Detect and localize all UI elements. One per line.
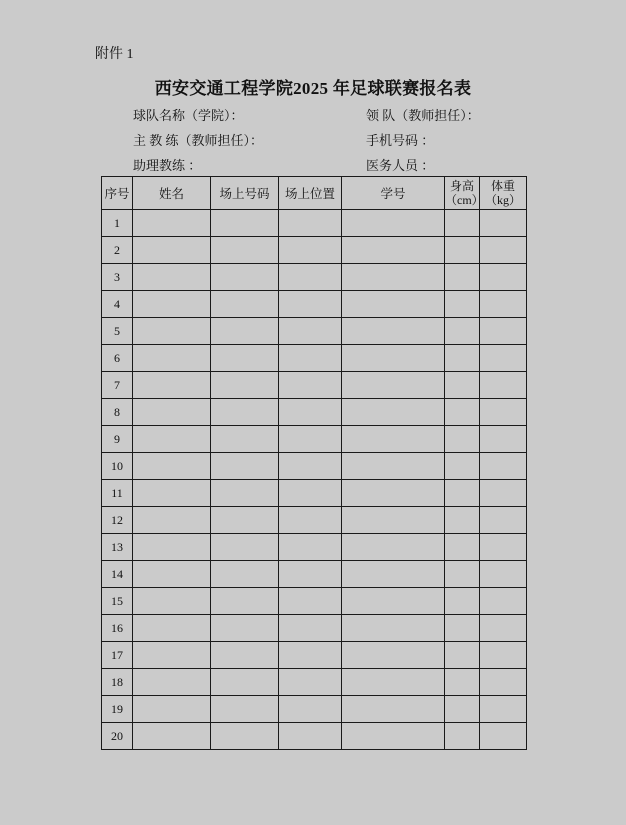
student-id-cell [342, 372, 445, 399]
name-cell [133, 318, 211, 345]
student-id-cell [342, 669, 445, 696]
jersey-number-cell [211, 642, 279, 669]
table-row [102, 588, 527, 615]
student-id-cell [342, 318, 445, 345]
table-row [102, 426, 527, 453]
height-cell [445, 399, 480, 426]
table-row [102, 264, 527, 291]
table-row [102, 507, 527, 534]
jersey-number-cell [211, 399, 279, 426]
jersey-number-cell [211, 453, 279, 480]
header-row [102, 177, 527, 210]
position-cell [279, 264, 342, 291]
jersey-number-cell [211, 291, 279, 318]
name-cell [133, 696, 211, 723]
student-id-cell [342, 237, 445, 264]
head-coach-label: 主 教 练（教师担任）： [133, 133, 264, 148]
height-cell [445, 372, 480, 399]
team-name-label: 球队名称（学院）： [133, 108, 244, 123]
height-cell [445, 237, 480, 264]
height-cell [445, 642, 480, 669]
position-cell [279, 291, 342, 318]
row-number-cell: 17 [102, 642, 133, 669]
student-id-cell [342, 723, 445, 750]
page-title: 西安交通工程学院2025 年足球联赛报名表 [154, 79, 472, 98]
table-row [102, 642, 527, 669]
weight-cell [480, 345, 527, 372]
jersey-number-cell [211, 264, 279, 291]
position-cell [279, 642, 342, 669]
header-student-id: 学号 [342, 177, 445, 210]
table-row [102, 399, 527, 426]
name-cell [133, 615, 211, 642]
header-name: 姓名 [133, 177, 211, 210]
weight-cell [480, 696, 527, 723]
row-number-cell: 11 [102, 480, 133, 507]
name-cell [133, 210, 211, 237]
header-weight-unit: （kg） [484, 193, 521, 207]
name-cell [133, 480, 211, 507]
jersey-number-cell [211, 426, 279, 453]
position-cell [279, 372, 342, 399]
header-position: 场上位置 [279, 177, 342, 210]
height-cell [445, 480, 480, 507]
position-cell [279, 669, 342, 696]
row-number-cell: 14 [102, 561, 133, 588]
jersey-number-cell [211, 345, 279, 372]
row-number-cell: 19 [102, 696, 133, 723]
position-cell [279, 696, 342, 723]
row-number-cell: 7 [102, 372, 133, 399]
row-number-cell: 9 [102, 426, 133, 453]
height-cell [445, 210, 480, 237]
row-number-cell: 6 [102, 345, 133, 372]
table-row [102, 318, 527, 345]
weight-cell [480, 642, 527, 669]
height-cell [445, 534, 480, 561]
student-id-cell [342, 264, 445, 291]
row-number-cell: 4 [102, 291, 133, 318]
table-row [102, 669, 527, 696]
jersey-number-cell [211, 723, 279, 750]
weight-cell [480, 588, 527, 615]
name-cell [133, 588, 211, 615]
row-number-cell: 12 [102, 507, 133, 534]
name-cell [133, 453, 211, 480]
phone-number-label: 手机号码 ： [366, 133, 435, 148]
student-id-cell [342, 696, 445, 723]
position-cell [279, 210, 342, 237]
position-cell [279, 237, 342, 264]
header-height-unit: （cm） [445, 193, 484, 207]
name-cell [133, 642, 211, 669]
height-cell [445, 453, 480, 480]
position-cell [279, 534, 342, 561]
name-cell [133, 507, 211, 534]
jersey-number-cell [211, 210, 279, 237]
position-cell [279, 345, 342, 372]
jersey-number-cell [211, 588, 279, 615]
assistant-coach-label: 助理教练 ： [133, 158, 202, 173]
jersey-number-cell [211, 507, 279, 534]
student-id-cell [342, 642, 445, 669]
student-id-cell [342, 615, 445, 642]
table-row [102, 453, 527, 480]
table-row [102, 345, 527, 372]
row-number-cell: 8 [102, 399, 133, 426]
student-id-cell [342, 453, 445, 480]
jersey-number-cell [211, 669, 279, 696]
height-cell [445, 264, 480, 291]
weight-cell [480, 210, 527, 237]
table-row [102, 237, 527, 264]
row-number-cell: 18 [102, 669, 133, 696]
student-id-cell [342, 534, 445, 561]
header-no: 序号 [102, 177, 133, 210]
registration-table [101, 176, 527, 750]
position-cell [279, 723, 342, 750]
row-number-cell: 15 [102, 588, 133, 615]
position-cell [279, 426, 342, 453]
name-cell [133, 426, 211, 453]
jersey-number-cell [211, 237, 279, 264]
height-cell [445, 723, 480, 750]
row-number-cell: 16 [102, 615, 133, 642]
header-weight [480, 177, 527, 210]
height-cell [445, 669, 480, 696]
name-cell [133, 399, 211, 426]
student-id-cell [342, 291, 445, 318]
height-cell [445, 561, 480, 588]
height-cell [445, 426, 480, 453]
height-cell [445, 615, 480, 642]
student-id-cell [342, 426, 445, 453]
jersey-number-cell [211, 372, 279, 399]
name-cell [133, 237, 211, 264]
height-cell [445, 588, 480, 615]
table-row [102, 480, 527, 507]
weight-cell [480, 723, 527, 750]
student-id-cell [342, 507, 445, 534]
student-id-cell [342, 210, 445, 237]
weight-cell [480, 237, 527, 264]
weight-cell [480, 372, 527, 399]
height-cell [445, 696, 480, 723]
position-cell [279, 615, 342, 642]
team-leader-label: 领 队（教师担任）： [366, 108, 480, 123]
weight-cell [480, 318, 527, 345]
weight-cell [480, 453, 527, 480]
name-cell [133, 372, 211, 399]
weight-cell [480, 291, 527, 318]
height-cell [445, 507, 480, 534]
name-cell [133, 264, 211, 291]
position-cell [279, 507, 342, 534]
row-number-cell: 2 [102, 237, 133, 264]
student-id-cell [342, 588, 445, 615]
name-cell [133, 561, 211, 588]
jersey-number-cell [211, 534, 279, 561]
header-weight-label: 体重 [490, 179, 515, 193]
table-row [102, 291, 527, 318]
table-row [102, 210, 527, 237]
row-number-cell: 20 [102, 723, 133, 750]
row-number-cell: 10 [102, 453, 133, 480]
student-id-cell [342, 561, 445, 588]
table-row [102, 723, 527, 750]
medical-staff-label: 医务人员 ： [366, 158, 435, 173]
table-row [102, 534, 527, 561]
weight-cell [480, 615, 527, 642]
weight-cell [480, 426, 527, 453]
position-cell [279, 561, 342, 588]
table-header [102, 177, 527, 210]
table-row [102, 372, 527, 399]
height-cell [445, 318, 480, 345]
name-cell [133, 345, 211, 372]
weight-cell [480, 507, 527, 534]
weight-cell [480, 561, 527, 588]
jersey-number-cell [211, 696, 279, 723]
position-cell [279, 453, 342, 480]
height-cell [445, 291, 480, 318]
name-cell [133, 534, 211, 561]
weight-cell [480, 480, 527, 507]
row-number-cell: 13 [102, 534, 133, 561]
row-number-cell: 5 [102, 318, 133, 345]
table-row [102, 696, 527, 723]
attachment-label: 附件 1 [95, 47, 134, 62]
student-id-cell [342, 399, 445, 426]
position-cell [279, 480, 342, 507]
position-cell [279, 399, 342, 426]
jersey-number-cell [211, 561, 279, 588]
row-number-cell: 1 [102, 210, 133, 237]
student-id-cell [342, 345, 445, 372]
table-row [102, 561, 527, 588]
student-id-cell [342, 480, 445, 507]
height-cell [445, 345, 480, 372]
jersey-number-cell [211, 318, 279, 345]
weight-cell [480, 534, 527, 561]
jersey-number-cell [211, 615, 279, 642]
weight-cell [480, 399, 527, 426]
name-cell [133, 669, 211, 696]
table-body [102, 210, 527, 750]
weight-cell [480, 264, 527, 291]
weight-cell [480, 669, 527, 696]
name-cell [133, 723, 211, 750]
header-height [445, 177, 484, 210]
jersey-number-cell [211, 480, 279, 507]
table-row [102, 615, 527, 642]
header-height-label: 身高 [449, 179, 474, 193]
position-cell [279, 318, 342, 345]
header-jersey-number: 场上号码 [211, 177, 279, 210]
position-cell [279, 588, 342, 615]
name-cell [133, 291, 211, 318]
row-number-cell: 3 [102, 264, 133, 291]
